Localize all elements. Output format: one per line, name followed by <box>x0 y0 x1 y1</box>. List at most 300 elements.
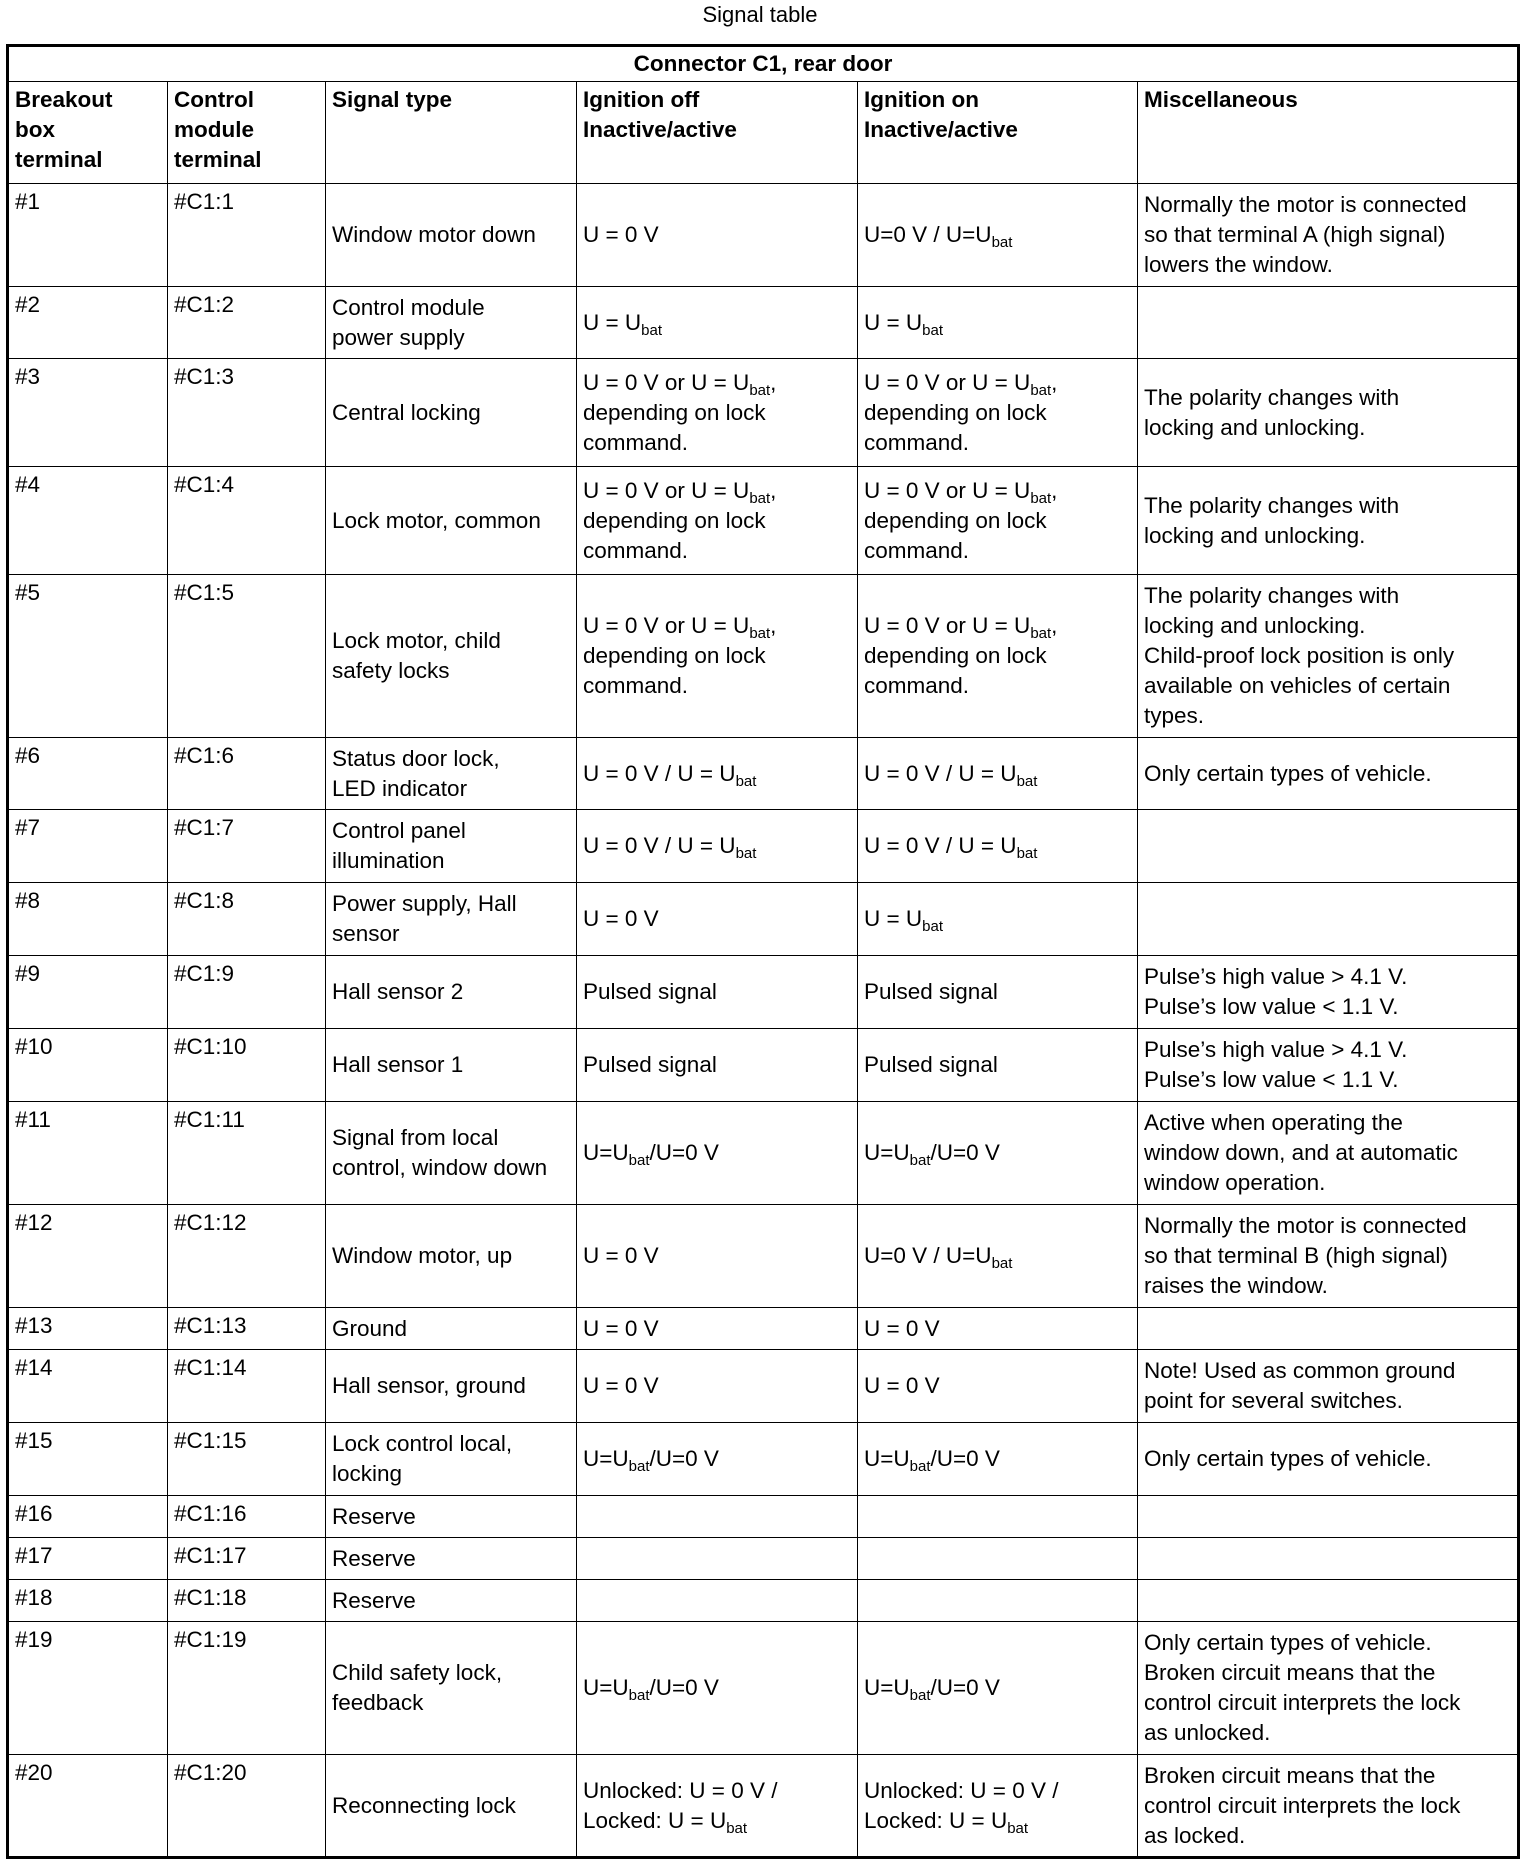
ignition-on-line <box>864 1371 1131 1401</box>
text-segment: command. <box>864 537 970 563</box>
misc-line: so that terminal B (high signal) <box>1144 1243 1448 1268</box>
misc-line: Only certain types of vehicle. <box>1144 760 1432 786</box>
misc-line: Only certain types of vehicle. <box>1144 1630 1432 1655</box>
ignition-off-line <box>583 428 851 458</box>
breakout-terminal-cell: #5 <box>8 575 168 738</box>
text-segment: command. <box>864 673 970 698</box>
table-row <box>8 883 1519 956</box>
signal-type-line: Hall sensor 1 <box>332 1052 464 1077</box>
ignition-off-line <box>583 308 851 338</box>
ignition-on-cell <box>858 1755 1138 1858</box>
subscript: bat <box>735 845 757 862</box>
text-segment: U = 0 V <box>583 222 659 247</box>
table-row <box>8 1423 1519 1496</box>
signal-type-cell <box>326 956 577 1029</box>
header-miscellaneous: Miscellaneous <box>1138 82 1519 184</box>
text-segment: /U=0 V <box>649 1140 719 1165</box>
ignition-off-cell <box>577 467 858 575</box>
signal-type-cell <box>326 467 577 575</box>
ignition-off-line <box>583 904 851 934</box>
ignition-off-cell <box>577 1755 858 1858</box>
subscript: bat <box>628 1687 650 1704</box>
text-segment: Unlocked: U = 0 V / <box>583 1777 778 1803</box>
control-terminal-cell: #C1:6 <box>168 738 326 810</box>
ignition-on-cell <box>858 956 1138 1029</box>
text-segment: command. <box>583 429 689 455</box>
breakout-terminal-cell: #18 <box>8 1580 168 1622</box>
control-terminal-cell: #C1:11 <box>168 1102 326 1205</box>
breakout-terminal-cell: #3 <box>8 359 168 467</box>
subscript: bat <box>922 321 943 339</box>
subscript: bat <box>1016 845 1038 862</box>
table-row <box>8 1755 1519 1858</box>
text-segment: /U=0 V <box>930 1446 1000 1471</box>
misc-line: available on vehicles of certain <box>1144 673 1451 698</box>
signal-table <box>6 44 1520 1859</box>
subscript: bat <box>735 772 757 790</box>
misc-line: control circuit interprets the lock <box>1144 1690 1461 1715</box>
signal-type-line: Control panel <box>332 818 466 843</box>
breakout-terminal-cell: #13 <box>8 1308 168 1350</box>
ignition-on-line <box>864 308 1131 338</box>
header-control-module-terminal: Control module terminal <box>168 82 326 184</box>
misc-cell <box>1138 467 1519 575</box>
ignition-on-line <box>864 904 1131 934</box>
ignition-off-line <box>583 1138 851 1168</box>
ignition-off-line <box>583 1776 851 1806</box>
subscript: bat <box>749 625 771 642</box>
control-terminal-cell: #C1:10 <box>168 1029 326 1102</box>
connector-title: Connector C1, rear door <box>8 46 1519 82</box>
ignition-on-cell <box>858 359 1138 467</box>
text-segment: /U=0 V <box>649 1675 719 1700</box>
ignition-off-line <box>583 220 851 250</box>
ignition-on-cell <box>858 883 1138 956</box>
misc-line: Pulse’s low value < 1.1 V. <box>1144 994 1399 1019</box>
signal-type-cell <box>326 359 577 467</box>
ignition-on-line <box>864 831 1131 861</box>
control-terminal-cell: #C1:8 <box>168 883 326 956</box>
control-terminal-cell: #C1:15 <box>168 1423 326 1496</box>
subscript: bat <box>909 1152 931 1169</box>
ignition-on-line <box>864 1138 1131 1168</box>
table-row <box>8 1308 1519 1350</box>
text-segment: , <box>1051 613 1058 638</box>
subscript: bat <box>909 1458 931 1475</box>
ignition-on-line <box>864 671 1131 701</box>
ignition-off-line <box>583 831 851 861</box>
ignition-on-line <box>864 1444 1131 1474</box>
ignition-on-line <box>864 641 1131 671</box>
text-segment: U=U <box>864 1140 910 1165</box>
misc-line: locking and unlocking. <box>1144 613 1366 638</box>
text-segment: /U=0 V <box>649 1446 719 1471</box>
ignition-off-cell <box>577 1580 858 1622</box>
ignition-on-cell <box>858 1102 1138 1205</box>
text-segment: U = 0 V / U = U <box>864 760 1017 786</box>
text-segment: , <box>770 613 777 638</box>
signal-type-line: locking <box>332 1461 403 1486</box>
signal-type-line: Window motor, up <box>332 1243 513 1268</box>
table-caption: Signal table <box>702 2 818 27</box>
ignition-off-line <box>583 641 851 671</box>
signal-type-line: control, window down <box>332 1155 548 1180</box>
signal-type-cell <box>326 1029 577 1102</box>
control-terminal-cell: #C1:3 <box>168 359 326 467</box>
text-segment: /U=0 V <box>930 1675 1000 1700</box>
ignition-on-line <box>864 1673 1131 1703</box>
breakout-terminal-cell: #4 <box>8 467 168 575</box>
control-terminal-cell: #C1:7 <box>168 810 326 883</box>
text-segment: Pulsed signal <box>864 979 998 1004</box>
subscript: bat <box>749 381 771 399</box>
signal-type-line: Window motor down <box>332 222 536 247</box>
ignition-on-line <box>864 977 1131 1007</box>
ignition-on-cell <box>858 575 1138 738</box>
ignition-on-line <box>864 220 1131 250</box>
signal-type-cell <box>326 1308 577 1350</box>
breakout-terminal-cell: #14 <box>8 1350 168 1423</box>
control-terminal-cell: #C1:16 <box>168 1496 326 1538</box>
signal-type-line: Status door lock, <box>332 745 500 771</box>
table-row <box>8 1496 1519 1538</box>
ignition-on-cell <box>858 1205 1138 1308</box>
signal-type-line: Reserve <box>332 1503 416 1529</box>
text-segment: Locked: U = U <box>583 1807 727 1833</box>
misc-line: Normally the motor is connected <box>1144 1213 1467 1238</box>
text-segment: depending on lock <box>583 507 766 533</box>
text-segment: U = U <box>864 309 923 335</box>
text-segment: U=U <box>864 1675 910 1700</box>
control-terminal-cell: #C1:13 <box>168 1308 326 1350</box>
ignition-off-line <box>583 1050 851 1080</box>
misc-cell <box>1138 1029 1519 1102</box>
misc-cell <box>1138 575 1519 738</box>
misc-cell <box>1138 1308 1519 1350</box>
signal-type-line: Lock motor, child <box>332 628 501 653</box>
ignition-on-line <box>864 536 1131 566</box>
text-segment: U = 0 V <box>583 1315 659 1341</box>
table-row <box>8 738 1519 810</box>
ignition-off-line <box>583 1314 851 1344</box>
ignition-on-line <box>864 1806 1131 1836</box>
misc-line: The polarity changes with <box>1144 492 1400 518</box>
text-segment: , <box>1051 369 1058 395</box>
table-row <box>8 1538 1519 1580</box>
text-segment: , <box>770 477 777 503</box>
ignition-off-line <box>583 611 851 641</box>
control-terminal-cell: #C1:4 <box>168 467 326 575</box>
breakout-terminal-cell: #16 <box>8 1496 168 1538</box>
ignition-on-line <box>864 1314 1131 1344</box>
breakout-terminal-cell: #12 <box>8 1205 168 1308</box>
signal-type-cell <box>326 184 577 287</box>
breakout-terminal-cell: #15 <box>8 1423 168 1496</box>
table-row <box>8 184 1519 287</box>
misc-line: so that terminal A (high signal) <box>1144 222 1446 247</box>
ignition-on-line <box>864 611 1131 641</box>
ignition-off-cell <box>577 1350 858 1423</box>
table-row <box>8 1205 1519 1308</box>
ignition-off-line <box>583 476 851 506</box>
ignition-off-line <box>583 977 851 1007</box>
header-signal-type: Signal type <box>326 82 577 184</box>
misc-line: Broken circuit means that the <box>1144 1660 1436 1685</box>
misc-line: Pulse’s high value > 4.1 V. <box>1144 1037 1408 1062</box>
ignition-off-cell <box>577 810 858 883</box>
misc-cell <box>1138 1496 1519 1538</box>
text-segment: U = U <box>583 309 642 335</box>
ignition-off-line <box>583 506 851 536</box>
table-row <box>8 287 1519 359</box>
text-segment: U = 0 V / U = U <box>864 833 1017 858</box>
ignition-off-line <box>583 759 851 789</box>
text-segment: U = 0 V or U = U <box>864 477 1031 503</box>
text-segment: command. <box>864 429 970 455</box>
signal-type-cell <box>326 1205 577 1308</box>
signal-type-cell <box>326 1350 577 1423</box>
signal-type-line: Signal from local <box>332 1125 499 1150</box>
signal-type-line: power supply <box>332 324 465 350</box>
misc-line: Normally the motor is connected <box>1144 192 1467 217</box>
signal-type-cell <box>326 1755 577 1858</box>
text-segment: U = 0 V <box>583 1373 659 1398</box>
control-terminal-cell: #C1:12 <box>168 1205 326 1308</box>
text-segment: U=U <box>583 1446 629 1471</box>
signal-type-line: sensor <box>332 921 400 946</box>
ignition-on-cell <box>858 1308 1138 1350</box>
breakout-terminal-cell: #19 <box>8 1622 168 1755</box>
misc-line: Child-proof lock position is only <box>1144 643 1455 668</box>
misc-line: lowers the window. <box>1144 252 1333 277</box>
signal-type-line: Hall sensor, ground <box>332 1373 526 1398</box>
misc-cell <box>1138 1423 1519 1496</box>
misc-line: window down, and at automatic <box>1144 1140 1458 1165</box>
text-segment: U = 0 V or U = U <box>864 613 1031 638</box>
misc-cell <box>1138 184 1519 287</box>
misc-line: Pulse’s low value < 1.1 V. <box>1144 1067 1399 1092</box>
signal-type-line: Child safety lock, <box>332 1660 503 1685</box>
misc-line: Only certain types of vehicle. <box>1144 1446 1432 1471</box>
breakout-terminal-cell: #2 <box>8 287 168 359</box>
text-segment: /U=0 V <box>930 1140 1000 1165</box>
subscript: bat <box>628 1458 650 1475</box>
misc-line: raises the window. <box>1144 1273 1328 1298</box>
ignition-off-line <box>583 398 851 428</box>
misc-line: control circuit interprets the lock <box>1144 1792 1461 1818</box>
ignition-off-cell <box>577 1496 858 1538</box>
signal-type-line: feedback <box>332 1690 424 1715</box>
signal-type-line: Reconnecting lock <box>332 1792 516 1818</box>
ignition-off-cell <box>577 575 858 738</box>
misc-line: Broken circuit means that the <box>1144 1762 1436 1788</box>
ignition-off-cell <box>577 184 858 287</box>
ignition-off-cell <box>577 1029 858 1102</box>
table-row <box>8 1102 1519 1205</box>
text-segment: Unlocked: U = 0 V / <box>864 1777 1059 1803</box>
misc-cell <box>1138 1350 1519 1423</box>
breakout-terminal-cell: #20 <box>8 1755 168 1858</box>
text-segment: Locked: U = U <box>864 1807 1008 1833</box>
table-row <box>8 810 1519 883</box>
breakout-terminal-cell: #10 <box>8 1029 168 1102</box>
header-ignition-on: Ignition on Inactive/active <box>858 82 1138 184</box>
subscript: bat <box>749 489 771 507</box>
ignition-off-cell <box>577 359 858 467</box>
ignition-off-cell <box>577 1538 858 1580</box>
misc-line: Note! Used as common ground <box>1144 1358 1456 1383</box>
ignition-on-cell <box>858 467 1138 575</box>
ignition-on-line <box>864 1241 1131 1271</box>
ignition-off-line <box>583 536 851 566</box>
breakout-terminal-cell: #9 <box>8 956 168 1029</box>
misc-cell <box>1138 883 1519 956</box>
signal-type-line: illumination <box>332 848 445 873</box>
signal-type-line: Reserve <box>332 1587 416 1613</box>
text-segment: , <box>770 369 777 395</box>
subscript: bat <box>628 1152 650 1169</box>
text-segment: depending on lock <box>583 399 766 425</box>
misc-cell <box>1138 1622 1519 1755</box>
ignition-off-cell <box>577 1205 858 1308</box>
breakout-terminal-cell: #7 <box>8 810 168 883</box>
breakout-terminal-cell: #17 <box>8 1538 168 1580</box>
signal-type-cell <box>326 1102 577 1205</box>
text-segment: command. <box>583 673 689 698</box>
misc-line: Active when operating the <box>1144 1110 1403 1135</box>
ignition-off-line <box>583 1241 851 1271</box>
table-row <box>8 1350 1519 1423</box>
misc-cell <box>1138 956 1519 1029</box>
signal-table-body <box>8 184 1519 1858</box>
subscript: bat <box>1030 489 1052 507</box>
text-segment: U = 0 V <box>864 1373 940 1398</box>
text-segment: U = 0 V or U = U <box>583 477 750 503</box>
ignition-on-cell <box>858 1580 1138 1622</box>
text-segment: Pulsed signal <box>583 1052 717 1077</box>
signal-type-line: Lock control local, <box>332 1431 513 1456</box>
misc-line: types. <box>1144 703 1205 728</box>
table-row <box>8 1580 1519 1622</box>
text-segment: depending on lock <box>864 643 1047 668</box>
table-row <box>8 956 1519 1029</box>
ignition-off-cell <box>577 1308 858 1350</box>
text-segment: U = 0 V <box>583 906 659 931</box>
table-row <box>8 1029 1519 1102</box>
subscript: bat <box>991 234 1013 251</box>
misc-line: point for several switches. <box>1144 1388 1403 1413</box>
misc-line: as unlocked. <box>1144 1720 1271 1745</box>
signal-type-cell <box>326 287 577 359</box>
ignition-on-cell <box>858 1029 1138 1102</box>
subscript: bat <box>922 918 943 935</box>
signal-type-cell <box>326 883 577 956</box>
ignition-off-line <box>583 1444 851 1474</box>
misc-cell <box>1138 359 1519 467</box>
misc-line: window operation. <box>1144 1170 1326 1195</box>
ignition-off-cell <box>577 883 858 956</box>
ignition-off-cell <box>577 1102 858 1205</box>
signal-type-cell <box>326 1538 577 1580</box>
control-terminal-cell: #C1:18 <box>168 1580 326 1622</box>
control-terminal-cell: #C1:20 <box>168 1755 326 1858</box>
signal-type-line: Ground <box>332 1315 408 1341</box>
text-segment: U=U <box>583 1140 629 1165</box>
ignition-on-cell <box>858 1423 1138 1496</box>
signal-type-line: Reserve <box>332 1545 416 1571</box>
ignition-on-cell <box>858 287 1138 359</box>
control-terminal-cell: #C1:9 <box>168 956 326 1029</box>
ignition-on-cell <box>858 810 1138 883</box>
signal-type-line: Power supply, Hall <box>332 891 517 916</box>
signal-type-cell <box>326 810 577 883</box>
breakout-terminal-cell: #8 <box>8 883 168 956</box>
misc-cell <box>1138 1102 1519 1205</box>
ignition-off-line <box>583 1673 851 1703</box>
control-terminal-cell: #C1:1 <box>168 184 326 287</box>
text-segment: U=U <box>864 1446 910 1471</box>
ignition-on-line <box>864 368 1131 398</box>
table-row <box>8 359 1519 467</box>
ignition-off-cell <box>577 287 858 359</box>
ignition-off-cell <box>577 1423 858 1496</box>
misc-line: The polarity changes with <box>1144 384 1400 410</box>
control-terminal-cell: #C1:14 <box>168 1350 326 1423</box>
ignition-off-cell <box>577 956 858 1029</box>
misc-cell <box>1138 810 1519 883</box>
text-segment: U=0 V / U=U <box>864 222 992 247</box>
text-segment: command. <box>583 537 689 563</box>
misc-cell <box>1138 1538 1519 1580</box>
misc-cell <box>1138 738 1519 810</box>
signal-type-cell <box>326 1496 577 1538</box>
text-segment: U=0 V / U=U <box>864 1243 992 1268</box>
text-segment: depending on lock <box>583 643 766 668</box>
subscript: bat <box>909 1687 931 1704</box>
ignition-on-cell <box>858 184 1138 287</box>
breakout-terminal-cell: #11 <box>8 1102 168 1205</box>
misc-cell <box>1138 287 1519 359</box>
text-segment: U = 0 V or U = U <box>583 613 750 638</box>
signal-type-line: safety locks <box>332 658 450 683</box>
misc-line: as locked. <box>1144 1822 1246 1848</box>
signal-type-cell <box>326 1580 577 1622</box>
text-segment: depending on lock <box>864 399 1047 425</box>
ignition-off-cell <box>577 1622 858 1755</box>
signal-type-line: Hall sensor 2 <box>332 979 464 1004</box>
table-row <box>8 1622 1519 1755</box>
ignition-on-line <box>864 506 1131 536</box>
misc-cell <box>1138 1580 1519 1622</box>
text-segment: U = 0 V / U = U <box>583 760 736 786</box>
breakout-terminal-cell: #6 <box>8 738 168 810</box>
ignition-off-cell <box>577 738 858 810</box>
ignition-off-line <box>583 671 851 701</box>
ignition-off-line <box>583 1806 851 1836</box>
ignition-off-line <box>583 1371 851 1401</box>
text-segment: U = 0 V <box>864 1315 940 1341</box>
ignition-on-cell <box>858 738 1138 810</box>
ignition-on-line <box>864 428 1131 458</box>
control-terminal-cell: #C1:5 <box>168 575 326 738</box>
signal-type-cell <box>326 738 577 810</box>
subscript: bat <box>726 1819 748 1837</box>
table-row <box>8 575 1519 738</box>
subscript: bat <box>1007 1819 1029 1837</box>
subscript: bat <box>1030 381 1052 399</box>
misc-line: locking and unlocking. <box>1144 414 1366 440</box>
text-segment: depending on lock <box>864 507 1047 533</box>
